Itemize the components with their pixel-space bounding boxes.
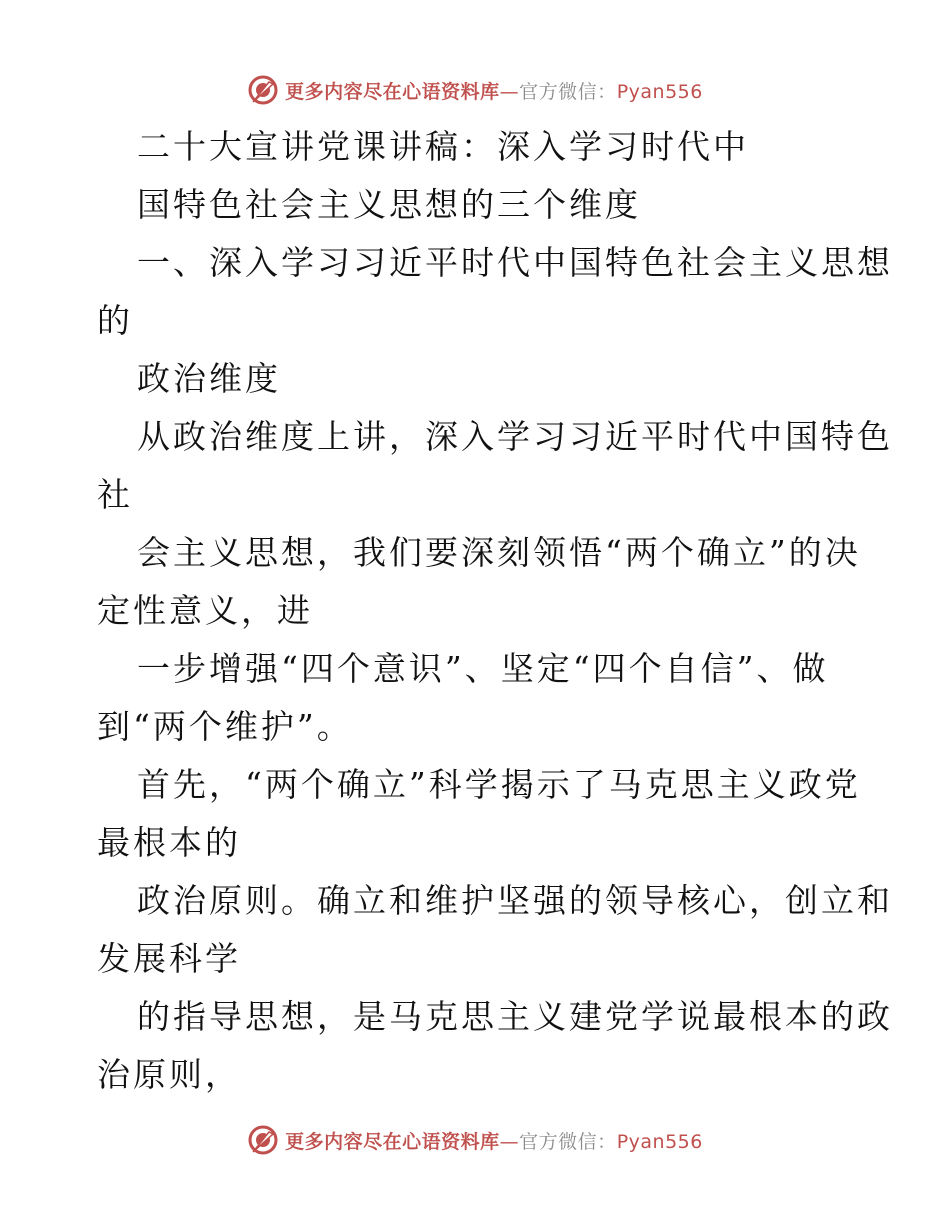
paragraph-line: 从政治维度上讲，深入学习习近平时代中国特色	[137, 417, 893, 456]
document-body	[97, 118, 893, 1104]
doc-title-line-1: 二十大宣讲党课讲稿：深入学习时代中	[137, 127, 749, 166]
watermark-handle: Pyan556	[616, 80, 703, 103]
paragraph-line: 社	[97, 475, 133, 514]
paragraph-line: 首先，“两个确立”科学揭示了马克思主义政党	[137, 765, 861, 804]
header-watermark	[0, 70, 950, 110]
paragraph-line: 最根本的	[97, 823, 241, 862]
watermark-contact: 官方微信：	[519, 1130, 617, 1153]
watermark-text	[285, 77, 703, 104]
paragraph-line: 政治原则。确立和维护坚强的领导核心，创立和	[137, 881, 893, 920]
paragraph-line: 治原则，	[97, 1055, 241, 1094]
paragraph-line: 发展科学	[97, 939, 241, 978]
paragraph-line: 的指导思想，是马克思主义建党学说最根本的政	[137, 997, 893, 1036]
watermark-brand: 更多内容尽在心语资料库	[285, 1130, 500, 1153]
watermark-dash: —	[499, 1130, 520, 1153]
quill-logo-icon	[247, 74, 279, 106]
watermark-handle: Pyan556	[616, 1130, 703, 1153]
paragraph-line: 到“两个维护”。	[97, 707, 353, 746]
watermark-brand: 更多内容尽在心语资料库	[285, 80, 500, 103]
paragraph-line: 定性意义，进	[97, 591, 313, 630]
section-heading-line-1: 一、深入学习习近平时代中国特色社会主义思想	[137, 243, 893, 282]
section-heading-line-3: 政治维度	[137, 359, 281, 398]
quill-logo-icon	[247, 1124, 279, 1156]
watermark-contact: 官方微信：	[519, 80, 617, 103]
watermark-text	[285, 1127, 703, 1154]
paragraph-line: 一步增强“四个意识”、坚定“四个自信”、做	[137, 649, 829, 688]
section-heading-line-2: 的	[97, 301, 133, 340]
paragraph-line: 会主义思想，我们要深刻领悟“两个确立”的决	[137, 533, 861, 572]
doc-title-line-2: 国特色社会主义思想的三个维度	[137, 185, 641, 224]
watermark-dash: —	[499, 80, 520, 103]
footer-watermark	[0, 1120, 950, 1160]
